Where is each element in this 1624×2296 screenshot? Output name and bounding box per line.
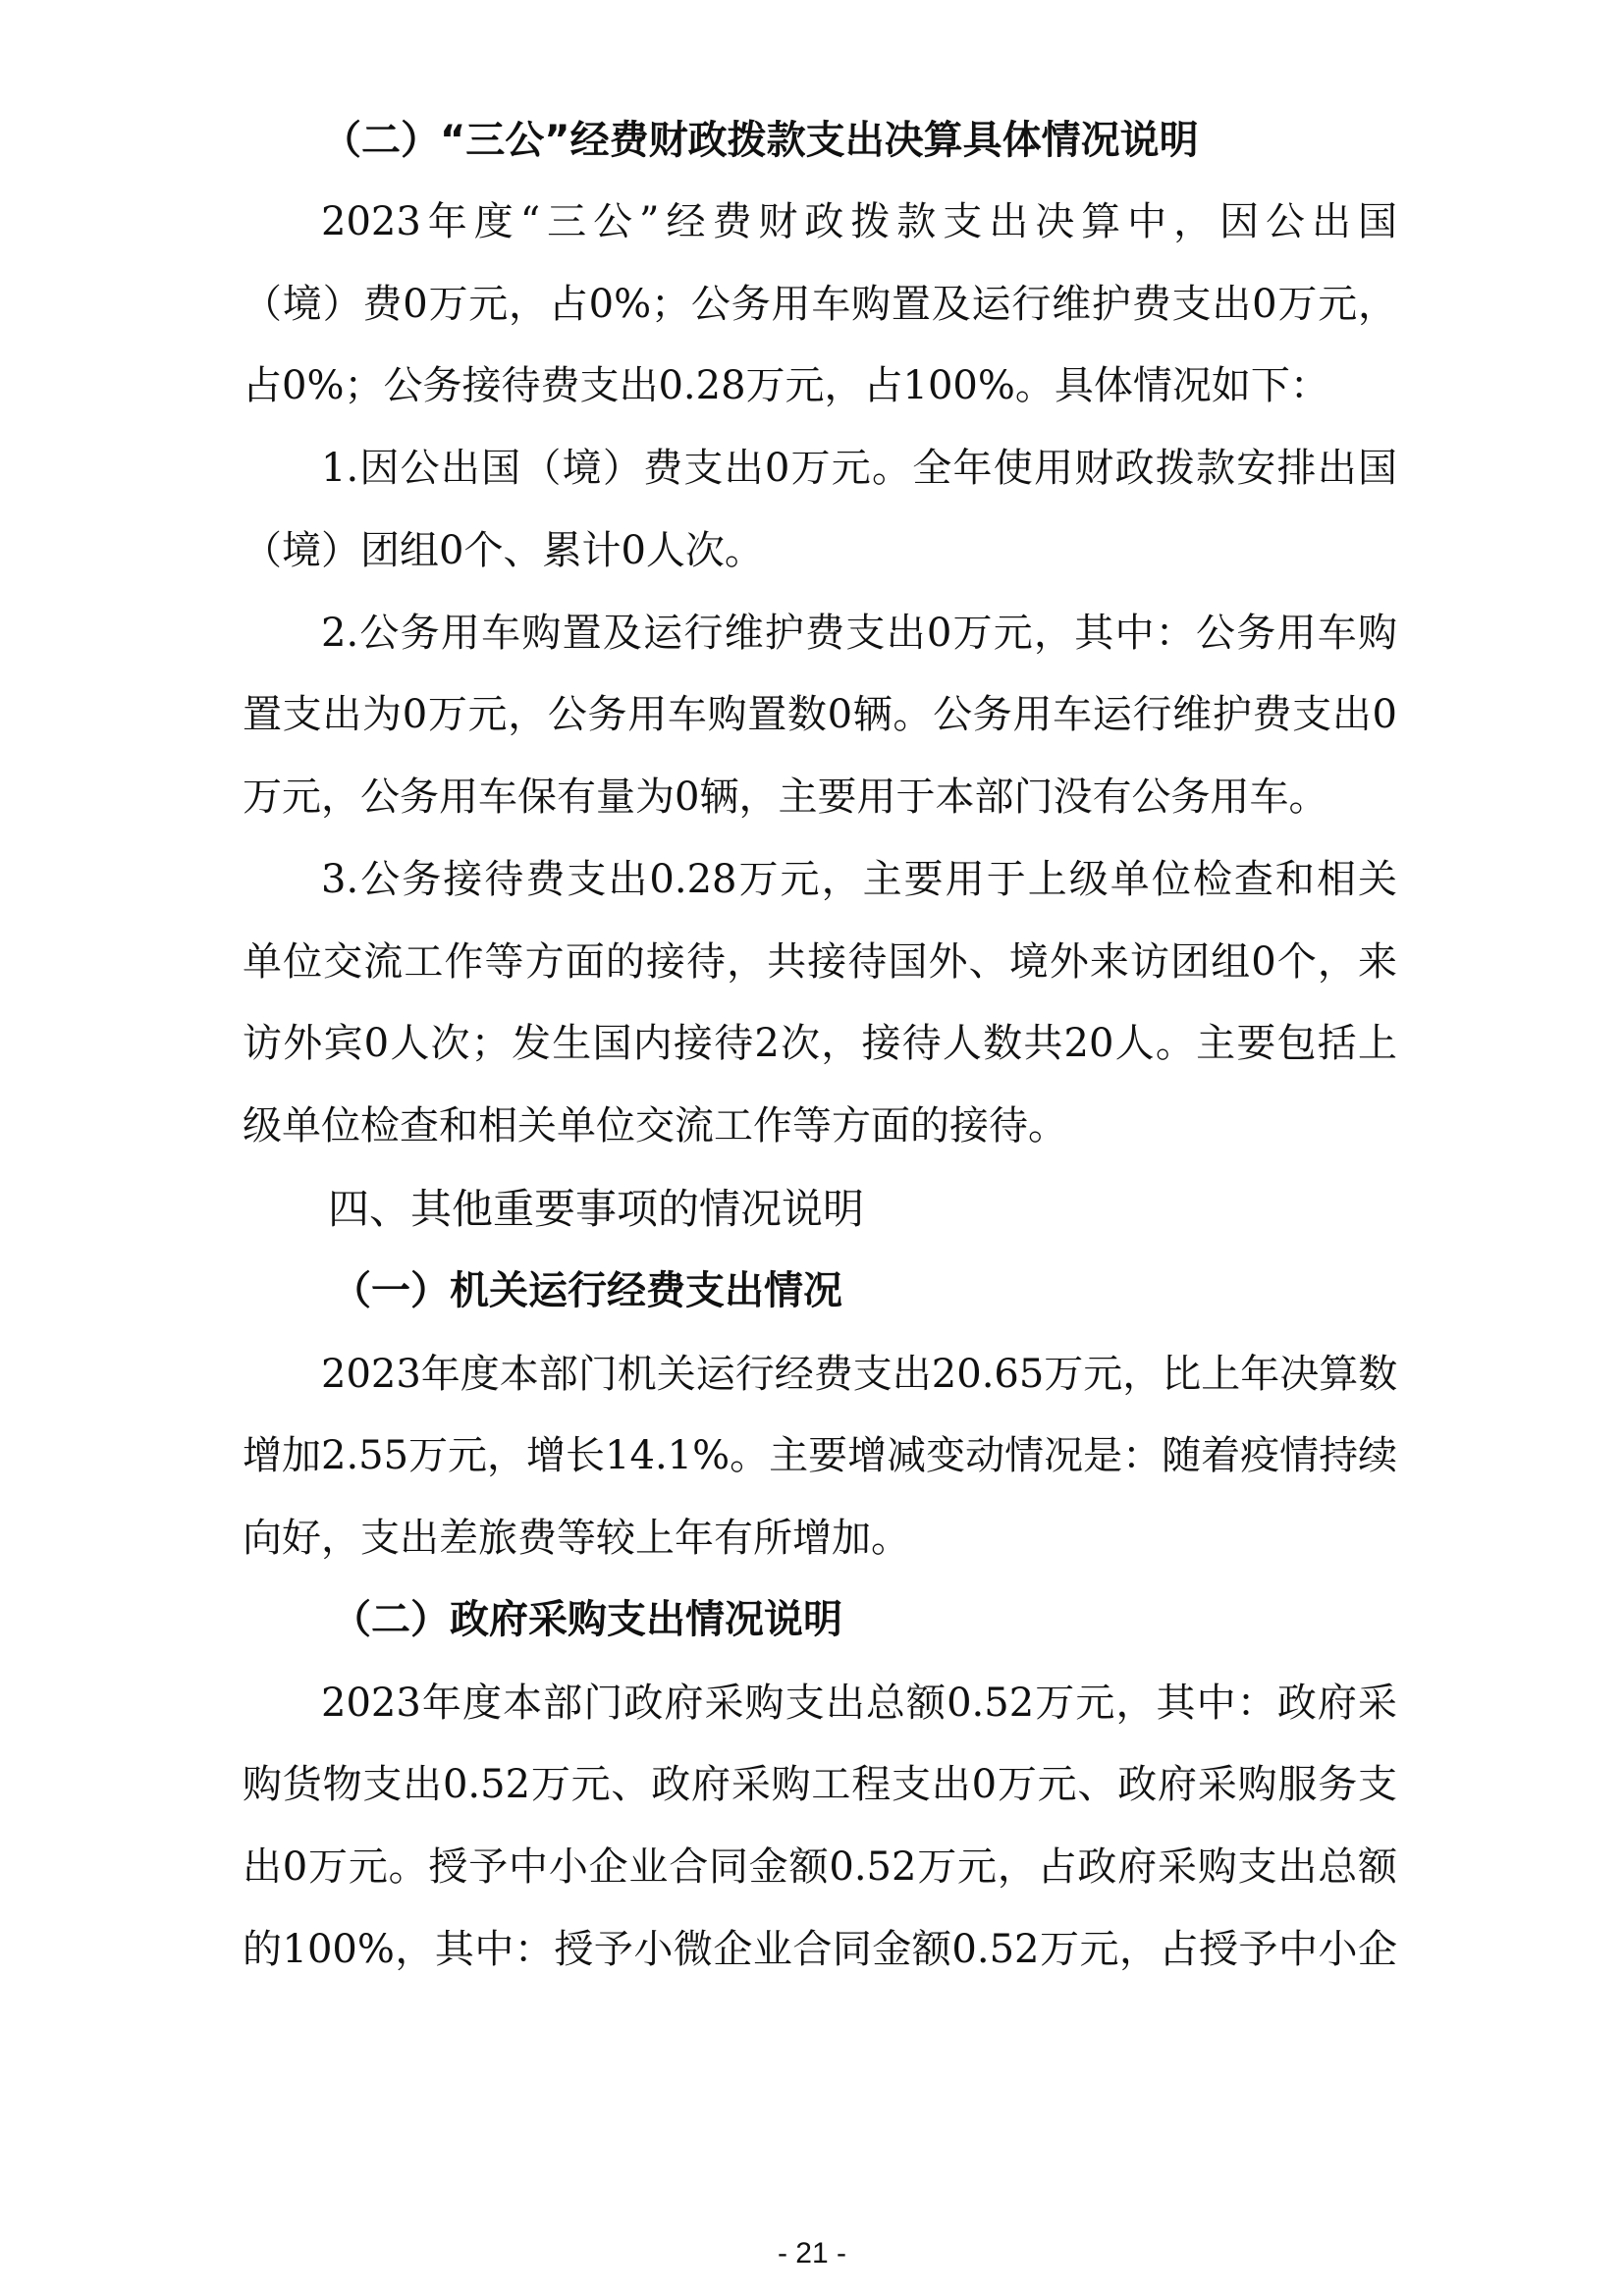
paragraph-line: 的100%，其中：授予小微企业合同金额0.52万元，占授予中小企 — [243, 1927, 1397, 1972]
page-number: - 21 - — [777, 2237, 847, 2269]
paragraph-line: 2023年度本部门政府采购支出总额0.52万元，其中：政府采 — [321, 1681, 1397, 1726]
paragraph-line: 2023年度“三公”经费财政拨款支出决算中，因公出国 — [321, 199, 1397, 244]
paragraph-line: 访外宾0人次；发生国内接待2次，接待人数共20人。主要包括上 — [243, 1021, 1397, 1066]
paragraph-line: 单位交流工作等方面的接待，共接待国外、境外来访团组0个，来 — [243, 939, 1397, 985]
paragraph-line: 2023年度本部门机关运行经费支出20.65万元，比上年决算数 — [321, 1352, 1398, 1397]
paragraph-line: 1.因公出国（境）费支出0万元。全年使用财政拨款安排出国 — [321, 446, 1397, 491]
paragraph-line: 向好，支出差旅费等较上年有所增加。 — [243, 1516, 910, 1561]
paragraph-line: （境）团组0个、累计0人次。 — [243, 528, 764, 573]
paragraph-line: 置支出为0万元，公务用车购置数0辆。公务用车运行维护费支出0 — [243, 692, 1397, 737]
paragraph-line: 级单位检查和相关单位交流工作等方面的接待。 — [243, 1103, 1067, 1148]
paragraph-line: 出0万元。授予中小企业合同金额0.52万元，占政府采购支出总额 — [243, 1844, 1397, 1890]
subsection-heading-procurement: （二）政府采购支出情况说明 — [332, 1597, 842, 1642]
paragraph-line: 购货物支出0.52万元、政府采购工程支出0万元、政府采购服务支 — [243, 1762, 1397, 1807]
paragraph-line: 万元，公务用车保有量为0辆，主要用于本部门没有公务用车。 — [243, 774, 1328, 820]
paragraph-line: 3.公务接待费支出0.28万元，主要用于上级单位检查和相关 — [321, 857, 1397, 902]
paragraph-line: 增加2.55万元，增长14.1%。主要增减变动情况是：随着疫情持续 — [243, 1433, 1398, 1478]
paragraph-line: 占0%；公务接待费支出0.28万元，占100%。具体情况如下： — [243, 363, 1329, 408]
subsection-heading-operating-costs: （一）机关运行经费支出情况 — [332, 1268, 842, 1313]
paragraph-line: （境）费0万元，占0%；公务用车购置及运行维护费支出0万元， — [243, 282, 1397, 327]
paragraph-line: 2.公务用车购置及运行维护费支出0万元，其中：公务用车购 — [321, 611, 1397, 656]
section-heading-sangong: （二）“三公”经费财政拨款支出决算具体情况说明 — [322, 118, 1199, 163]
section-heading-other-matters: 四、其他重要事项的情况说明 — [328, 1185, 865, 1233]
